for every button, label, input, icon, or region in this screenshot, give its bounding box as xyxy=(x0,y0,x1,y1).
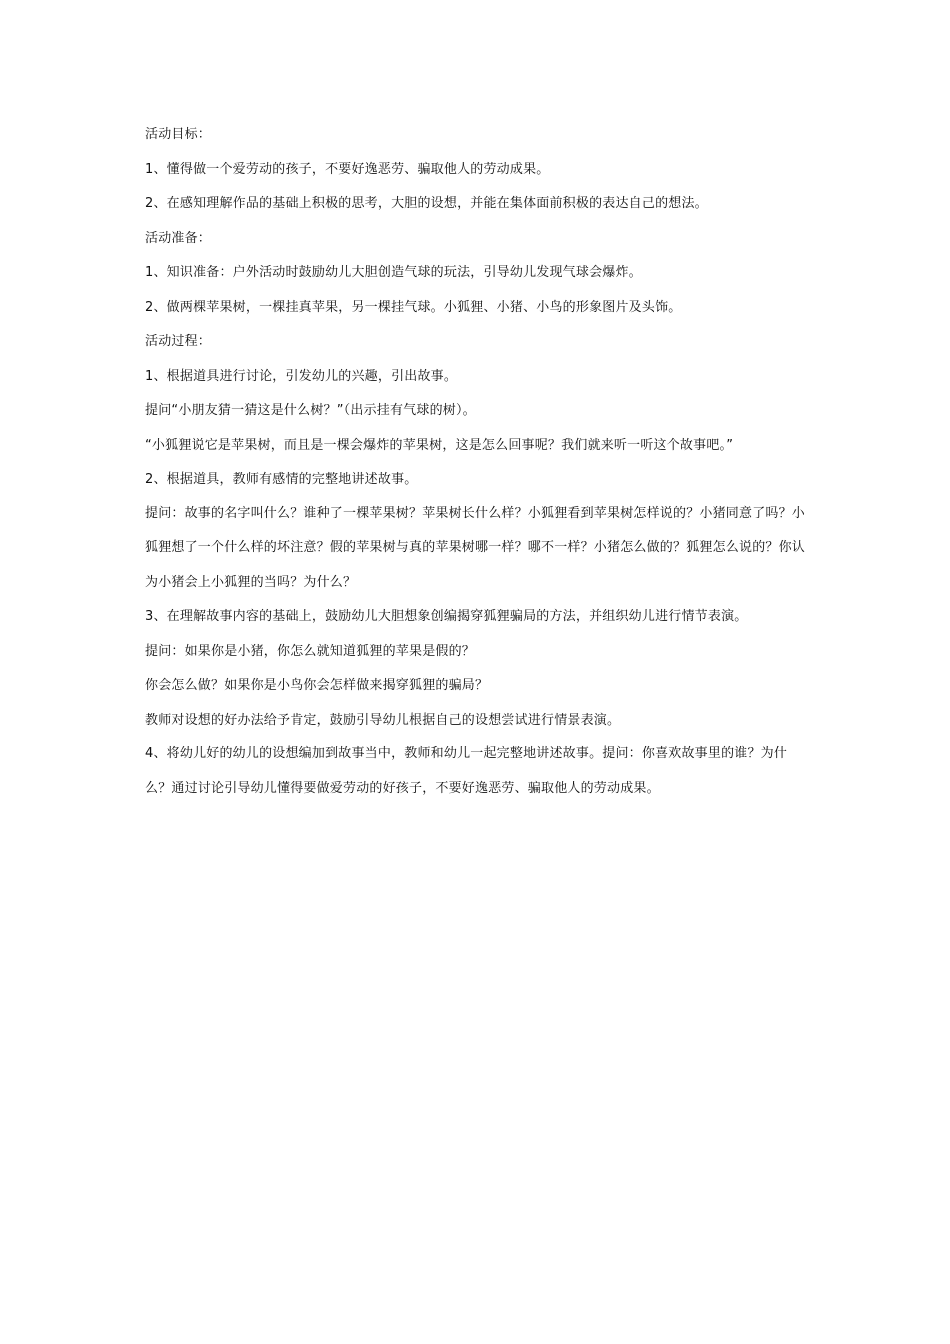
goal-item-2: 2、在感知理解作品的基础上积极的思考，大胆的设想，并能在集体面前积极的表达自己的想法。 xyxy=(145,196,708,211)
preparation-item-1: 1、知识准备：户外活动时鼓励幼儿大胆创造气球的玩法，引导幼儿发现气球会爆炸。 xyxy=(145,265,642,280)
section-heading-goals: 活动目标： xyxy=(145,127,212,142)
section-heading-preparation: 活动准备： xyxy=(145,230,212,246)
section-heading-process: 活动过程： xyxy=(145,334,212,349)
preparation-item-2: 2、做两棵苹果树，一棵挂真苹果，另一棵挂气球。小狐狸、小猪、小鸟的形象图片及头饰。 xyxy=(145,299,682,315)
goal-item-1: 1、懂得做一个爱劳动的孩子，不要好逸恶劳、骗取他人的劳动成果。 xyxy=(145,161,550,177)
document-body xyxy=(145,124,813,812)
process-step-4: 4、将幼儿好的幼儿的设想编加到故事当中，教师和幼儿一起完整地讲述故事。提问：你喜欢故事里的谁？为什么？通过讨论引导幼儿懂得要做爱劳动的好孩子，不要好逸恶劳、骗取他人的劳动成果。 xyxy=(145,746,788,796)
process-step-2: 2、根据道具，教师有感情的完整地讲述故事。 xyxy=(145,472,418,487)
process-teacher-note: 教师对设想的好办法给予肯定，鼓励引导幼儿根据自己的设想尝试进行情景表演。 xyxy=(145,712,621,728)
process-question-3: 提问：如果你是小猪，你怎么就知道狐狸的苹果是假的？ xyxy=(145,643,476,659)
process-step-1: 1、根据道具进行讨论，引发幼儿的兴趣，引出故事。 xyxy=(145,368,458,384)
process-question-4: 你会怎么做？如果你是小鸟你会怎样做来揭穿狐狸的骗局？ xyxy=(145,678,489,693)
process-question-2: 提问：故事的名字叫什么？谁种了一棵苹果树？苹果树长什么样？小狐狸看到苹果树怎样说的？小猪同意了吗？小狐狸想了一个什么样的坏注意？假的苹果树与真的苹果树哪一样？哪不一样？小猪怎么做的？狐狸怎么说的？你认为小猪会上小狐狸的当吗？为什么？ xyxy=(145,505,806,590)
process-quote: “小狐狸说它是苹果树，而且是一棵会爆炸的苹果树，这是怎么回事呢？我们就来听一听这个故事吧。” xyxy=(145,437,734,453)
process-question-1: 提问“小朋友猜一猜这是什么树？”（出示挂有气球的树）。 xyxy=(145,403,476,418)
process-step-3: 3、在理解故事内容的基础上，鼓励幼儿大胆想象创编揭穿狐狸骗局的方法，并组织幼儿进行情节表演。 xyxy=(145,609,748,624)
